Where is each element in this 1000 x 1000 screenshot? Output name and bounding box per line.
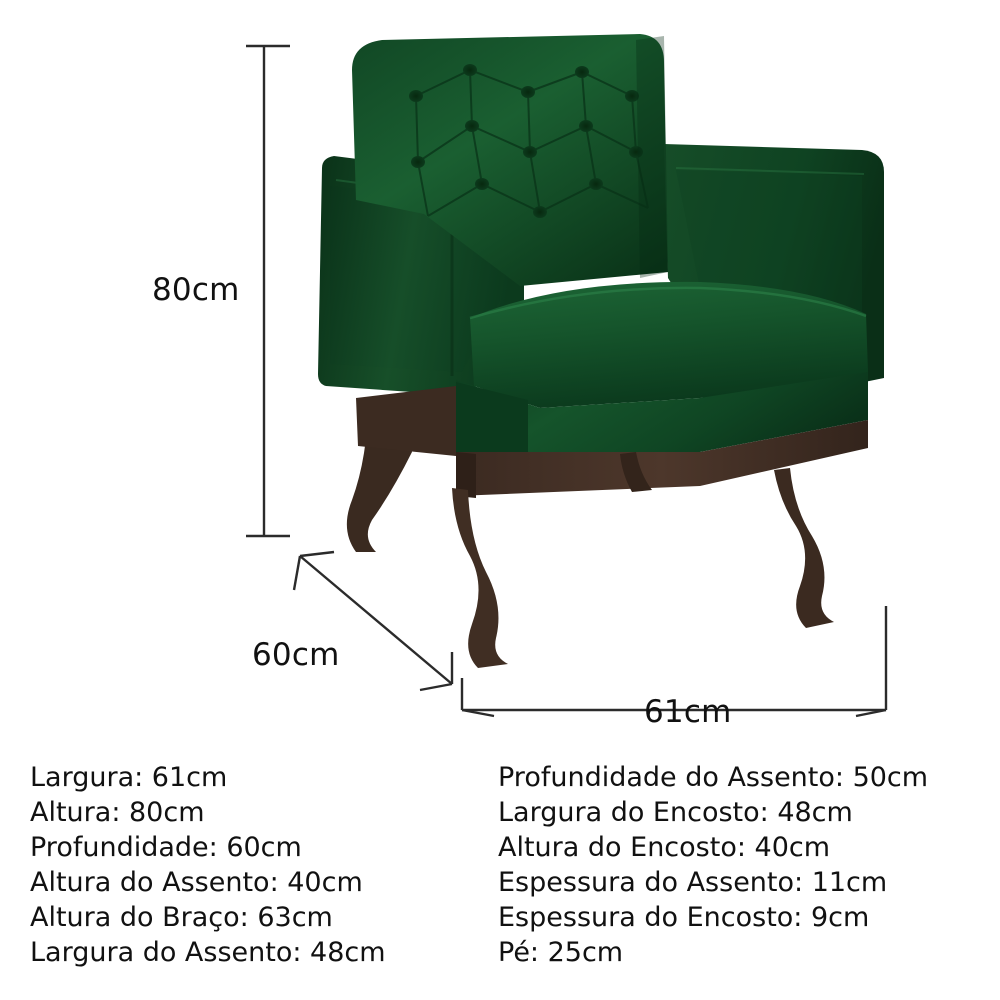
spec-column-right (498, 760, 928, 970)
width-dimension-label: 61cm (644, 694, 732, 730)
spec-item: Largura do Encosto: 48cm (498, 797, 853, 828)
spec-item: Espessura do Assento: 11cm (498, 867, 888, 898)
spec-item: Altura do Encosto: 40cm (498, 832, 831, 863)
chair-leg-front-left (452, 488, 508, 668)
spec-item: Pé: 25cm (498, 937, 624, 968)
chair-wood-base (356, 386, 456, 456)
spec-item: Profundidade do Assento: 50cm (498, 762, 929, 793)
spec-item: Espessura do Encosto: 9cm (498, 902, 870, 933)
spec-item: Profundidade: 60cm (30, 832, 302, 863)
spec-item: Largura do Assento: 48cm (30, 937, 386, 968)
spec-item: Altura do Assento: 40cm (30, 867, 363, 898)
height-dimension-label: 80cm (152, 272, 240, 308)
depth-dimension-label: 60cm (252, 637, 340, 673)
spec-item: Altura: 80cm (30, 797, 205, 828)
chair-leg-front-right (774, 468, 834, 628)
spec-item: Altura do Braço: 63cm (30, 902, 333, 933)
specification-lists (0, 748, 1000, 1000)
spec-column-left (30, 760, 386, 970)
spec-item: Largura: 61cm (30, 762, 228, 793)
